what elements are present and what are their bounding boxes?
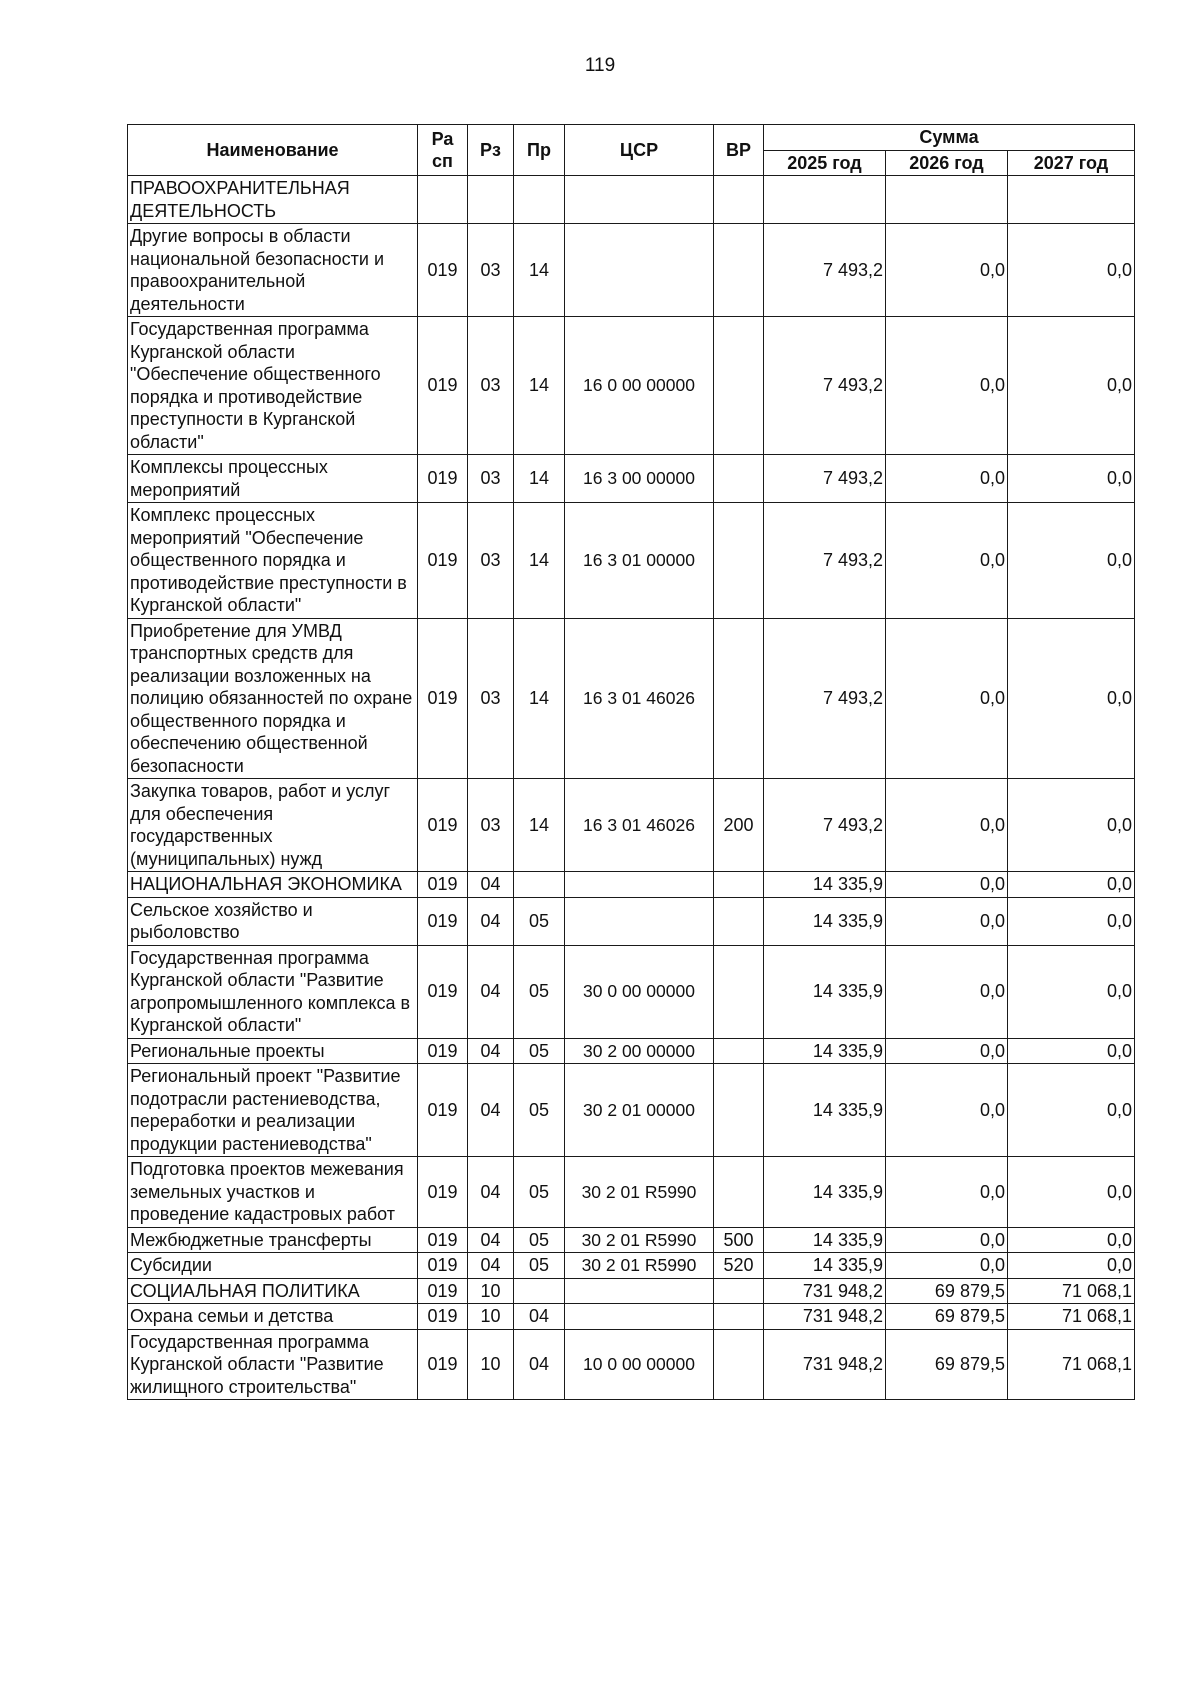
row-rz: 04 bbox=[468, 1064, 514, 1157]
row-amount-2027: 0,0 bbox=[1008, 872, 1135, 898]
row-rasp: 019 bbox=[418, 1227, 468, 1253]
row-amount-2025: 14 335,9 bbox=[764, 1253, 886, 1279]
row-pr: 14 bbox=[514, 455, 565, 503]
table-row bbox=[128, 455, 1135, 503]
row-pr: 05 bbox=[514, 1157, 565, 1228]
table-row bbox=[128, 503, 1135, 619]
row-rasp: 019 bbox=[418, 1329, 468, 1400]
row-amount-2027: 0,0 bbox=[1008, 1253, 1135, 1279]
header-sum: Сумма bbox=[764, 125, 1135, 151]
row-vr bbox=[714, 1329, 764, 1400]
row-vr bbox=[714, 224, 764, 317]
row-amount-2026: 69 879,5 bbox=[886, 1304, 1008, 1330]
table-row bbox=[128, 224, 1135, 317]
row-vr bbox=[714, 503, 764, 619]
row-rz: 04 bbox=[468, 1253, 514, 1279]
row-csr bbox=[565, 897, 714, 945]
row-name: Комплекс процессных мероприятий "Обеспечение общественного порядка и противодействие преступности в Курганской области" bbox=[128, 503, 418, 619]
row-name: Государственная программа Курганской области "Развитие агропромышленного комплекса в Курганской области" bbox=[128, 945, 418, 1038]
row-csr: 16 0 00 00000 bbox=[565, 317, 714, 455]
row-vr bbox=[714, 1038, 764, 1064]
row-amount-2025: 731 948,2 bbox=[764, 1329, 886, 1400]
row-amount-2026: 0,0 bbox=[886, 779, 1008, 872]
page-number: 119 bbox=[584, 55, 616, 76]
row-rasp: 019 bbox=[418, 1038, 468, 1064]
row-pr: 05 bbox=[514, 1227, 565, 1253]
row-amount-2025: 731 948,2 bbox=[764, 1304, 886, 1330]
row-rz: 04 bbox=[468, 872, 514, 898]
row-rasp: 019 bbox=[418, 455, 468, 503]
table-row bbox=[128, 1038, 1135, 1064]
row-csr bbox=[565, 872, 714, 898]
row-amount-2025: 14 335,9 bbox=[764, 872, 886, 898]
table-row bbox=[128, 317, 1135, 455]
row-csr: 30 2 01 00000 bbox=[565, 1064, 714, 1157]
row-name: Региональный проект "Развитие подотрасли растениеводства, переработки и реализации продукции растениеводства" bbox=[128, 1064, 418, 1157]
table-row bbox=[128, 779, 1135, 872]
header-pr: Пр bbox=[514, 125, 565, 176]
row-amount-2027: 0,0 bbox=[1008, 945, 1135, 1038]
row-name: Государственная программа Курганской области "Обеспечение общественного порядка и противодействие преступности в Курганской области" bbox=[128, 317, 418, 455]
row-amount-2025: 731 948,2 bbox=[764, 1278, 886, 1304]
row-vr bbox=[714, 1157, 764, 1228]
row-name: Охрана семьи и детства bbox=[128, 1304, 418, 1330]
row-rz bbox=[468, 176, 514, 224]
row-rasp: 019 bbox=[418, 1064, 468, 1157]
table-row bbox=[128, 1227, 1135, 1253]
row-amount-2027: 0,0 bbox=[1008, 455, 1135, 503]
row-csr: 16 3 01 00000 bbox=[565, 503, 714, 619]
row-amount-2025: 14 335,9 bbox=[764, 1157, 886, 1228]
row-rasp: 019 bbox=[418, 224, 468, 317]
row-amount-2026: 0,0 bbox=[886, 1227, 1008, 1253]
row-rasp: 019 bbox=[418, 1278, 468, 1304]
row-rz: 04 bbox=[468, 1038, 514, 1064]
row-rasp: 019 bbox=[418, 503, 468, 619]
row-name: ПРАВООХРАНИТЕЛЬНАЯ ДЕЯТЕЛЬНОСТЬ bbox=[128, 176, 418, 224]
row-amount-2027: 0,0 bbox=[1008, 1157, 1135, 1228]
row-name: Государственная программа Курганской области "Развитие жилищного строительства" bbox=[128, 1329, 418, 1400]
header-2025: 2025 год bbox=[764, 150, 886, 176]
row-name: Подготовка проектов межевания земельных участков и проведение кадастровых работ bbox=[128, 1157, 418, 1228]
table-row bbox=[128, 1329, 1135, 1400]
table-row bbox=[128, 1278, 1135, 1304]
row-rasp: 019 bbox=[418, 618, 468, 779]
row-vr bbox=[714, 897, 764, 945]
row-vr bbox=[714, 618, 764, 779]
row-amount-2025: 7 493,2 bbox=[764, 779, 886, 872]
row-pr: 14 bbox=[514, 618, 565, 779]
row-pr bbox=[514, 872, 565, 898]
row-rz: 03 bbox=[468, 618, 514, 779]
row-amount-2026: 0,0 bbox=[886, 1064, 1008, 1157]
row-csr bbox=[565, 176, 714, 224]
row-pr: 05 bbox=[514, 945, 565, 1038]
row-csr: 10 0 00 00000 bbox=[565, 1329, 714, 1400]
row-vr bbox=[714, 1064, 764, 1157]
row-pr bbox=[514, 176, 565, 224]
row-amount-2025: 14 335,9 bbox=[764, 1038, 886, 1064]
row-amount-2026: 0,0 bbox=[886, 618, 1008, 779]
row-pr bbox=[514, 1278, 565, 1304]
header-2026: 2026 год bbox=[886, 150, 1008, 176]
row-amount-2027: 71 068,1 bbox=[1008, 1329, 1135, 1400]
header-rasp-line1: Ра bbox=[431, 128, 454, 149]
row-name: СОЦИАЛЬНАЯ ПОЛИТИКА bbox=[128, 1278, 418, 1304]
row-pr: 14 bbox=[514, 224, 565, 317]
row-name: Приобретение для УМВД транспортных средств для реализации возложенных на полицию обязанностей по охране общественного порядка и обеспечению общественной безопасности bbox=[128, 618, 418, 779]
row-csr: 16 3 01 46026 bbox=[565, 618, 714, 779]
row-amount-2027: 0,0 bbox=[1008, 1227, 1135, 1253]
row-pr: 05 bbox=[514, 1038, 565, 1064]
row-rz: 04 bbox=[468, 945, 514, 1038]
row-rz: 03 bbox=[468, 224, 514, 317]
row-name: Другие вопросы в области национальной безопасности и правоохранительной деятельности bbox=[128, 224, 418, 317]
row-vr bbox=[714, 317, 764, 455]
header-name: Наименование bbox=[128, 125, 418, 176]
row-amount-2025: 14 335,9 bbox=[764, 897, 886, 945]
row-amount-2025: 7 493,2 bbox=[764, 503, 886, 619]
row-csr: 30 2 01 R5990 bbox=[565, 1253, 714, 1279]
header-rz: Рз bbox=[468, 125, 514, 176]
row-vr bbox=[714, 945, 764, 1038]
row-rz: 03 bbox=[468, 779, 514, 872]
row-amount-2026 bbox=[886, 176, 1008, 224]
row-vr bbox=[714, 176, 764, 224]
row-rz: 04 bbox=[468, 1157, 514, 1228]
row-pr: 14 bbox=[514, 317, 565, 455]
row-amount-2026: 0,0 bbox=[886, 945, 1008, 1038]
header-rasp-line2: сп bbox=[432, 151, 453, 171]
row-pr: 04 bbox=[514, 1304, 565, 1330]
row-pr: 14 bbox=[514, 779, 565, 872]
row-rasp: 019 bbox=[418, 1304, 468, 1330]
row-amount-2025: 7 493,2 bbox=[764, 317, 886, 455]
table-row bbox=[128, 1304, 1135, 1330]
row-amount-2027 bbox=[1008, 176, 1135, 224]
row-vr bbox=[714, 455, 764, 503]
table-header bbox=[128, 125, 1135, 176]
row-csr: 16 3 01 46026 bbox=[565, 779, 714, 872]
row-amount-2026: 69 879,5 bbox=[886, 1329, 1008, 1400]
header-vr: ВР bbox=[714, 125, 764, 176]
row-amount-2026: 0,0 bbox=[886, 1157, 1008, 1228]
table-row bbox=[128, 1064, 1135, 1157]
row-pr: 04 bbox=[514, 1329, 565, 1400]
row-amount-2027: 0,0 bbox=[1008, 317, 1135, 455]
row-amount-2025: 7 493,2 bbox=[764, 455, 886, 503]
row-amount-2025: 14 335,9 bbox=[764, 1227, 886, 1253]
row-amount-2025: 14 335,9 bbox=[764, 1064, 886, 1157]
row-vr bbox=[714, 1278, 764, 1304]
row-rasp: 019 bbox=[418, 872, 468, 898]
row-amount-2025: 7 493,2 bbox=[764, 618, 886, 779]
row-csr bbox=[565, 1278, 714, 1304]
table-row bbox=[128, 1253, 1135, 1279]
row-amount-2027: 0,0 bbox=[1008, 1064, 1135, 1157]
table-row bbox=[128, 897, 1135, 945]
row-rz: 04 bbox=[468, 1227, 514, 1253]
row-amount-2026: 0,0 bbox=[886, 897, 1008, 945]
table-body bbox=[128, 176, 1135, 1400]
row-amount-2025 bbox=[764, 176, 886, 224]
row-rz: 04 bbox=[468, 897, 514, 945]
table-row bbox=[128, 945, 1135, 1038]
row-pr: 14 bbox=[514, 503, 565, 619]
row-rasp: 019 bbox=[418, 779, 468, 872]
header-rasp bbox=[418, 125, 468, 176]
row-csr: 16 3 00 00000 bbox=[565, 455, 714, 503]
table-row bbox=[128, 618, 1135, 779]
row-csr bbox=[565, 1304, 714, 1330]
row-rasp: 019 bbox=[418, 317, 468, 455]
row-rz: 03 bbox=[468, 455, 514, 503]
row-rz: 10 bbox=[468, 1329, 514, 1400]
row-name: Межбюджетные трансферты bbox=[128, 1227, 418, 1253]
row-amount-2026: 0,0 bbox=[886, 872, 1008, 898]
row-amount-2027: 0,0 bbox=[1008, 224, 1135, 317]
row-name: Закупка товаров, работ и услуг для обеспечения государственных (муниципальных) нужд bbox=[128, 779, 418, 872]
row-amount-2026: 0,0 bbox=[886, 317, 1008, 455]
row-csr: 30 2 00 00000 bbox=[565, 1038, 714, 1064]
row-amount-2025: 14 335,9 bbox=[764, 945, 886, 1038]
row-csr: 30 2 01 R5990 bbox=[565, 1227, 714, 1253]
row-pr: 05 bbox=[514, 1064, 565, 1157]
header-2027: 2027 год bbox=[1008, 150, 1135, 176]
row-amount-2026: 0,0 bbox=[886, 1253, 1008, 1279]
row-amount-2026: 69 879,5 bbox=[886, 1278, 1008, 1304]
row-amount-2027: 0,0 bbox=[1008, 618, 1135, 779]
table-row bbox=[128, 872, 1135, 898]
row-name: Субсидии bbox=[128, 1253, 418, 1279]
row-name: Комплексы процессных мероприятий bbox=[128, 455, 418, 503]
row-amount-2027: 0,0 bbox=[1008, 1038, 1135, 1064]
budget-table bbox=[127, 124, 1135, 1400]
row-rasp: 019 bbox=[418, 1157, 468, 1228]
row-rasp bbox=[418, 176, 468, 224]
row-rz: 10 bbox=[468, 1278, 514, 1304]
row-amount-2026: 0,0 bbox=[886, 503, 1008, 619]
row-name: Региональные проекты bbox=[128, 1038, 418, 1064]
row-vr: 500 bbox=[714, 1227, 764, 1253]
row-rz: 10 bbox=[468, 1304, 514, 1330]
row-amount-2027: 0,0 bbox=[1008, 779, 1135, 872]
row-amount-2027: 0,0 bbox=[1008, 897, 1135, 945]
row-csr bbox=[565, 224, 714, 317]
row-csr: 30 0 00 00000 bbox=[565, 945, 714, 1038]
row-csr: 30 2 01 R5990 bbox=[565, 1157, 714, 1228]
table-row bbox=[128, 1157, 1135, 1228]
row-amount-2026: 0,0 bbox=[886, 224, 1008, 317]
row-amount-2026: 0,0 bbox=[886, 455, 1008, 503]
row-amount-2027: 71 068,1 bbox=[1008, 1278, 1135, 1304]
row-pr: 05 bbox=[514, 897, 565, 945]
row-amount-2025: 7 493,2 bbox=[764, 224, 886, 317]
row-vr bbox=[714, 872, 764, 898]
row-vr: 520 bbox=[714, 1253, 764, 1279]
row-name: Сельское хозяйство и рыболовство bbox=[128, 897, 418, 945]
row-name: НАЦИОНАЛЬНАЯ ЭКОНОМИКА bbox=[128, 872, 418, 898]
row-rasp: 019 bbox=[418, 945, 468, 1038]
row-rasp: 019 bbox=[418, 897, 468, 945]
row-vr bbox=[714, 1304, 764, 1330]
table-row bbox=[128, 176, 1135, 224]
row-rz: 03 bbox=[468, 317, 514, 455]
row-vr: 200 bbox=[714, 779, 764, 872]
row-rz: 03 bbox=[468, 503, 514, 619]
row-amount-2027: 0,0 bbox=[1008, 503, 1135, 619]
row-rasp: 019 bbox=[418, 1253, 468, 1279]
row-pr: 05 bbox=[514, 1253, 565, 1279]
header-csr: ЦСР bbox=[565, 125, 714, 176]
row-amount-2027: 71 068,1 bbox=[1008, 1304, 1135, 1330]
row-amount-2026: 0,0 bbox=[886, 1038, 1008, 1064]
